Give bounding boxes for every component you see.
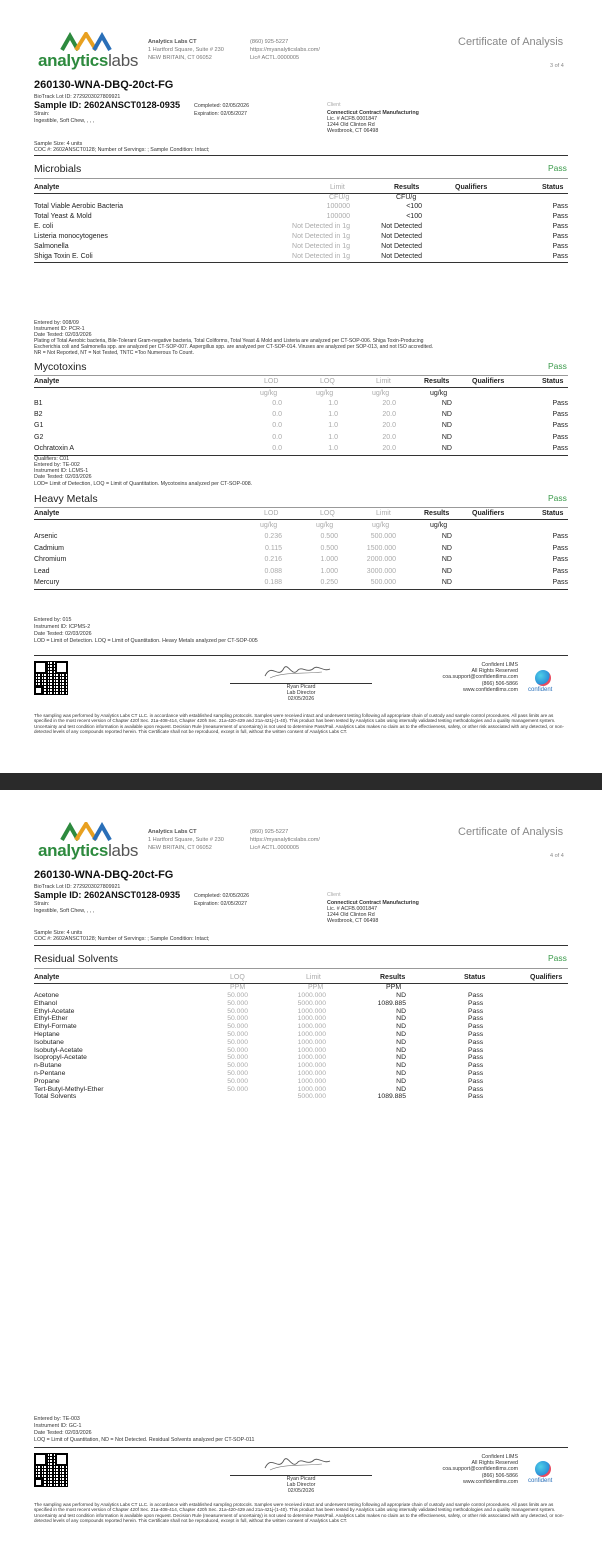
myco-row-analyte: B1 xyxy=(34,400,43,407)
hm-instrument: Instrument ID: ICPMS-2 xyxy=(34,624,91,630)
confident-wordmark: confident xyxy=(528,1478,553,1484)
microbials-title: Microbials xyxy=(34,163,82,175)
hm-row-limit: 3000.000 xyxy=(366,567,396,575)
micro-row-analyte: Total Yeast & Mold xyxy=(34,213,92,220)
solv-row-limit: 5000.000 xyxy=(297,1093,326,1101)
myco-row-lod: 0.0 xyxy=(272,422,282,430)
solv-row-result: 1089.885 xyxy=(377,999,406,1007)
signature-icon xyxy=(262,660,332,682)
page-separator xyxy=(0,773,602,790)
micro-header-limit: Limit xyxy=(330,184,345,191)
micro-row-result: Not Detected xyxy=(381,253,422,260)
hm-unit-lod: ug/kg xyxy=(260,522,278,529)
myco-row-loq: 1.0 xyxy=(328,433,338,441)
solv-row-result: ND xyxy=(396,1085,406,1093)
micro-row-status: Pass xyxy=(552,213,568,220)
solv-row-loq: 50.000 xyxy=(227,1007,248,1015)
hm-row-result: ND xyxy=(441,544,452,552)
sample-size: Sample Size: 4 units xyxy=(34,141,83,147)
hm-row-loq: 0.250 xyxy=(320,579,338,586)
solv-row-analyte: Isopropyl-Acetate xyxy=(34,1054,87,1062)
myco-row-loq: 1.0 xyxy=(328,422,338,430)
expiration-date: Expiration: 02/05/2027 xyxy=(194,111,248,117)
completed-date: Completed: 02/05/2026 xyxy=(194,103,250,109)
page-number: 3 of 4 xyxy=(550,63,564,69)
lab-address: Analytics Labs CT 1 Hartford Square, Suite # 230 NEW BRITAIN, CT 06052 xyxy=(148,829,224,852)
hm-row-loq: 0.500 xyxy=(320,533,338,540)
solv-row-limit: 1000.000 xyxy=(297,1015,326,1023)
solv-row-status: Pass xyxy=(468,1038,484,1046)
myco-row-result: ND xyxy=(441,411,452,419)
micro-row-analyte: Listeria monocytogenes xyxy=(34,233,108,240)
coa-page-3 xyxy=(0,0,602,773)
hm-row-status: Pass xyxy=(552,533,568,540)
solv-row-loq: 50.000 xyxy=(227,1015,248,1023)
hm-unit-loq: ug/kg xyxy=(316,522,334,529)
micro-header-analyte: Analyte xyxy=(34,184,60,191)
micro-row-limit: Not Detected in 1g xyxy=(292,253,350,260)
solv-row-status: Pass xyxy=(468,1062,484,1070)
solv-row-loq: 50.000 xyxy=(227,1023,248,1031)
micro-row-status: Pass xyxy=(552,223,568,230)
lims-info: Confident LIMS All Rights Reserved coa.support@confidentlims.com (866) 506-5866 www.confidentlims.com xyxy=(442,1454,518,1485)
micro-row-result: Not Detected xyxy=(381,223,422,230)
hm-row-analyte: Lead xyxy=(34,567,50,575)
strain: Strain: xyxy=(34,111,50,117)
sample-id: Sample ID: 2602ANSCT0128-0935 xyxy=(34,890,181,900)
micro-date-tested: Date Tested: 02/03/2026 xyxy=(34,332,92,338)
page-number: 4 of 4 xyxy=(550,853,564,859)
legal-disclaimer: The sampling was performed by Analytics Labs CT LLC. in accordance with established sampling protocols. Samples were received intact and underwent testing following all appropriate chain of custody and sample control procedures. All pass limits are as specified in the most recent version of Chapter 420f Sec. 21a-408-414, Chapter 420h Sec. 21a-420-429 and 21a-421j-(1-40). This product has been tested by Analytics Labs using internally validated testing methodologies and a quality management system. Uncertainty and test condition information is available upon request. Decision Rule (measurement of uncertainty) is not used to determine Pass/Fail. Analytics Labs makes no claim as to the effectiveness, safety, or other risk associated with any detected, or non-detected levels of any compounds reported herein. This Certificate shall not be reproduced, except in full, without the written consent of Analytics Labs CT. xyxy=(34,1502,564,1524)
biotrack-id: BioTrack Lot ID: 2729203027809921 xyxy=(34,94,121,100)
micro-row-result: <100 xyxy=(406,203,422,210)
sample-size: Sample Size: 4 units xyxy=(34,930,83,936)
analytics-labs-logo-icon xyxy=(60,822,112,842)
solv-row-status: Pass xyxy=(468,1023,484,1031)
biotrack-id: BioTrack Lot ID: 2729203027809921 xyxy=(34,884,121,890)
myco-note: LOD= Limit of Detection, LOQ = Limit of Quantitation. Mycotoxins analyzed per CT-SOP-008. xyxy=(34,481,253,487)
hm-row-limit: 1500.000 xyxy=(366,544,396,552)
hm-unit-results: ug/kg xyxy=(430,522,448,529)
micro-row-analyte: E. coli xyxy=(34,223,54,230)
solv-header-limit: Limit xyxy=(306,974,321,981)
solv-row-analyte: Total Solvents xyxy=(34,1093,77,1101)
myco-row-limit: 20.0 xyxy=(382,444,396,452)
solv-row-status: Pass xyxy=(468,1007,484,1015)
solv-row-loq: 50.000 xyxy=(227,1054,248,1062)
solv-row-analyte: Isobutyl-Acetate xyxy=(34,1046,83,1054)
hm-note: LOD = Limit of Detection. LOQ = Limit of Quantitation. Heavy Metals analyzed per CT-SOP-005 xyxy=(34,638,258,644)
myco-entered-by: Entered by: TE-002 xyxy=(34,462,80,468)
myco-unit-results: ug/kg xyxy=(430,390,448,397)
myco-header-analyte: Analyte xyxy=(34,378,60,385)
solv-row-status: Pass xyxy=(468,1077,484,1085)
qr-code-icon[interactable] xyxy=(34,1453,68,1487)
solv-row-limit: 1000.000 xyxy=(297,1062,326,1070)
hm-unit-limit: ug/kg xyxy=(372,522,390,529)
microbials-pass: Pass xyxy=(548,163,567,173)
hm-header-lod: LOD xyxy=(264,510,279,517)
lab-contact: (860) 925-5227 https://myanalyticslabs.com/ Lic# ACTL.0000005 xyxy=(250,829,320,852)
solv-row-loq: 50.000 xyxy=(227,992,248,999)
product-name: 260130-WNA-DBQ-20ct-FG xyxy=(34,79,174,91)
hm-row-limit: 500.000 xyxy=(370,533,396,540)
logo-wordmark: analyticslabs xyxy=(38,51,139,70)
solv-row-analyte: Propane xyxy=(34,1077,60,1085)
solv-row-status: Pass xyxy=(468,992,484,999)
hm-row-analyte: Chromium xyxy=(34,556,67,563)
heavy-metals-pass: Pass xyxy=(548,493,567,503)
solv-header-results: Results xyxy=(380,974,406,981)
solv-row-status: Pass xyxy=(468,1046,484,1054)
solv-row-loq: 50.000 xyxy=(227,1085,248,1093)
solv-row-analyte: Ethyl-Ether xyxy=(34,1015,68,1023)
micro-row-result: Not Detected xyxy=(381,243,422,250)
confident-wordmark: confident xyxy=(528,687,553,693)
hm-row-result: ND xyxy=(441,579,452,586)
heavy-metals-title: Heavy Metals xyxy=(34,493,98,505)
myco-row-status: Pass xyxy=(552,433,568,441)
micro-unit-limit: CFU/g xyxy=(329,194,350,201)
coa-title: Certificate of Analysis xyxy=(458,826,564,838)
solv-row-status: Pass xyxy=(468,1070,484,1077)
micro-row-limit: 100000 xyxy=(326,213,350,220)
signer-block: Ryan Picard Lab Director 02/05/2026 xyxy=(286,1476,316,1495)
solv-row-status: Pass xyxy=(468,1093,484,1101)
myco-header-loq: LOQ xyxy=(320,378,335,385)
hm-row-status: Pass xyxy=(552,579,568,586)
hm-row-result: ND xyxy=(441,567,452,575)
client-info: Connecticut Contract Manufacturing Lic. # ACFB.0001847 1244 Old Clinton Rd Westbrook, CT 06498 xyxy=(327,110,419,134)
hm-header-status: Status xyxy=(542,510,564,517)
myco-row-status: Pass xyxy=(552,400,568,407)
hm-header-limit: Limit xyxy=(376,510,391,517)
solv-row-analyte: n-Butane xyxy=(34,1062,62,1070)
hm-row-analyte: Mercury xyxy=(34,579,60,586)
micro-row-analyte: Salmonella xyxy=(34,243,69,250)
micro-unit-results: CFU/g xyxy=(396,194,417,201)
client-label: Client xyxy=(327,892,341,898)
hm-row-limit: 500.000 xyxy=(370,579,396,586)
solv-row-loq: 50.000 xyxy=(227,999,248,1007)
solv-row-result: ND xyxy=(396,1054,406,1062)
micro-instrument: Instrument ID: PCR-1 xyxy=(34,326,85,332)
solv-row-result: ND xyxy=(396,1031,406,1038)
solv-row-result: ND xyxy=(396,1007,406,1015)
hm-row-lod: 0.236 xyxy=(264,533,282,540)
myco-row-lod: 0.0 xyxy=(272,444,282,452)
hm-row-analyte: Cadmium xyxy=(34,544,64,552)
myco-row-lod: 0.0 xyxy=(272,411,282,419)
myco-row-result: ND xyxy=(441,433,452,441)
solv-row-analyte: n-Pentane xyxy=(34,1070,66,1077)
solv-row-analyte: Isobutane xyxy=(34,1038,64,1046)
hm-row-lod: 0.216 xyxy=(264,556,282,563)
micro-row-analyte: Shiga Toxin E. Coli xyxy=(34,253,93,260)
solv-row-limit: 1000.000 xyxy=(297,1046,326,1054)
hm-row-analyte: Arsenic xyxy=(34,533,58,540)
solv-row-limit: 1000.000 xyxy=(297,1007,326,1015)
solv-entered-by: Entered by: TE-003 xyxy=(34,1416,80,1422)
micro-row-status: Pass xyxy=(552,233,568,240)
solv-row-result: ND xyxy=(396,1046,406,1054)
hm-entered-by: Entered by: 015 xyxy=(34,617,72,623)
solv-row-limit: 1000.000 xyxy=(297,1023,326,1031)
myco-unit-loq: ug/kg xyxy=(316,390,334,397)
solv-row-status: Pass xyxy=(468,1054,484,1062)
micro-row-analyte: Total Viable Aerobic Bacteria xyxy=(34,203,123,210)
micro-header-results: Results xyxy=(394,184,420,191)
sample-id: Sample ID: 2602ANSCT0128-0935 xyxy=(34,100,181,110)
product-name: 260130-WNA-DBQ-20ct-FG xyxy=(34,869,174,881)
solv-header-loq: LOQ xyxy=(230,974,245,981)
micro-row-limit: 100000 xyxy=(326,203,350,210)
myco-header-results: Results xyxy=(424,378,450,385)
myco-row-lod: 0.0 xyxy=(272,400,282,407)
hm-row-result: ND xyxy=(441,556,452,563)
micro-row-result: Not Detected xyxy=(381,233,422,240)
coa-title: Certificate of Analysis xyxy=(458,36,564,48)
hm-row-loq: 0.500 xyxy=(320,544,338,552)
signer-block: Ryan Picard Lab Director 02/05/2026 xyxy=(286,684,316,703)
myco-row-result: ND xyxy=(441,444,452,452)
micro-header-status: Status xyxy=(542,184,564,191)
hm-row-lod: 0.115 xyxy=(265,544,282,552)
micro-row-status: Pass xyxy=(552,243,568,250)
hm-row-result: ND xyxy=(441,533,452,540)
matrix: Ingestible, Soft Chew, , , , xyxy=(34,908,95,914)
myco-row-lod: 0.0 xyxy=(272,433,282,441)
solv-row-result: ND xyxy=(396,992,406,999)
solv-row-loq: 50.000 xyxy=(227,1046,248,1054)
client-info: Connecticut Contract Manufacturing Lic. # ACFB.0001847 1244 Old Clinton Rd Westbrook, CT 06498 xyxy=(327,900,419,924)
myco-row-status: Pass xyxy=(552,422,568,430)
solv-row-loq: 50.000 xyxy=(227,1062,248,1070)
hm-row-lod: 0.088 xyxy=(264,567,282,575)
micro-entered-by: Entered by: 008/09 xyxy=(34,320,79,326)
micro-note-3: NR = Not Reported, NT = Not Tested, TNTC =Too Numerous To Count. xyxy=(34,350,195,356)
myco-row-analyte: Ochratoxin A xyxy=(34,444,75,452)
myco-row-result: ND xyxy=(441,422,452,430)
solv-row-limit: 1000.000 xyxy=(297,992,326,999)
myco-header-limit: Limit xyxy=(376,378,391,385)
micro-row-status: Pass xyxy=(552,253,568,260)
lab-address: Analytics Labs CT 1 Hartford Square, Suite # 230 NEW BRITAIN, CT 06052 xyxy=(148,39,224,62)
solv-row-loq: 50.000 xyxy=(227,1077,248,1085)
qr-code-icon[interactable] xyxy=(34,661,68,695)
coc-line: COC #: 2602ANSCT0128; Number of Servings: ; Sample Condition: Intact; xyxy=(34,936,210,942)
solv-unit-loq: PPM xyxy=(230,984,246,991)
myco-header-status: Status xyxy=(542,378,564,385)
solv-row-status: Pass xyxy=(468,1085,484,1093)
hm-row-limit: 2000.000 xyxy=(366,556,396,563)
solvents-title: Residual Solvents xyxy=(34,953,119,965)
solv-row-loq: 50.000 xyxy=(227,1070,248,1077)
solv-row-result: ND xyxy=(396,1062,406,1070)
solv-row-limit: 1000.000 xyxy=(297,1070,326,1077)
hm-row-status: Pass xyxy=(552,556,568,563)
hm-header-results: Results xyxy=(424,510,450,517)
myco-row-limit: 20.0 xyxy=(382,411,396,419)
confident-logo-icon xyxy=(535,1461,551,1477)
lab-contact: (860) 925-5227 https://myanalyticslabs.com/ Lic# ACTL.0000005 xyxy=(250,39,320,62)
hm-row-status: Pass xyxy=(552,567,568,575)
hm-header-qualifiers: Qualifiers xyxy=(472,510,505,517)
solv-row-analyte: Heptane xyxy=(34,1031,60,1038)
micro-row-result: <100 xyxy=(406,213,422,220)
myco-row-limit: 20.0 xyxy=(382,400,396,407)
solv-unit-limit: PPM xyxy=(308,984,324,991)
solv-date-tested: Date Tested: 02/03/2026 xyxy=(34,1430,92,1436)
solv-row-result: ND xyxy=(396,1070,406,1077)
solv-row-limit: 5000.000 xyxy=(297,999,326,1007)
micro-header-qualifiers: Qualifiers xyxy=(455,184,488,191)
solv-row-result: ND xyxy=(396,1038,406,1046)
solv-unit-results: PPM xyxy=(386,984,402,991)
micro-note-2: Escherichia coli and Salmonella spp. are analyzed per CT-SOP-007. Aspergillus spp. are analyzed per CT-SOP-014. Viruses are analyzed per SOP-013, and not ISO accredited. xyxy=(34,344,434,350)
solv-row-analyte: Ethanol xyxy=(34,999,58,1007)
mycotoxins-pass: Pass xyxy=(548,361,567,371)
solvents-pass: Pass xyxy=(548,953,567,963)
solv-row-loq: 50.000 xyxy=(227,1031,248,1038)
myco-row-status: Pass xyxy=(552,411,568,419)
myco-row-loq: 1.0 xyxy=(328,444,338,452)
myco-row-analyte: B2 xyxy=(34,411,43,419)
logo-wordmark: analyticslabs xyxy=(38,841,139,860)
myco-header-lod: LOD xyxy=(264,378,279,385)
myco-row-analyte: G2 xyxy=(34,433,44,441)
micro-row-limit: Not Detected in 1g xyxy=(292,243,350,250)
myco-header-qualifiers: Qualifiers xyxy=(472,378,505,385)
solv-row-status: Pass xyxy=(468,1015,484,1023)
hm-row-status: Pass xyxy=(552,544,568,552)
solv-row-limit: 1000.000 xyxy=(297,1085,326,1093)
solv-row-result: ND xyxy=(396,1077,406,1085)
coc-line: COC #: 2602ANSCT0128; Number of Servings: ; Sample Condition: Intact; xyxy=(34,147,210,153)
solv-row-limit: 1000.000 xyxy=(297,1031,326,1038)
myco-row-limit: 20.0 xyxy=(382,422,396,430)
myco-row-analyte: G1 xyxy=(34,422,44,430)
micro-note-1: Plating of Total Aerobic bacteria, Bile-Tolerant Gram-negative bacteria, Total Coliforms, Total Yeast & Mold and Listeria are analyzed per CT-SOP-006. Shiga Toxin-Producing xyxy=(34,338,424,344)
myco-unit-limit: ug/kg xyxy=(372,390,390,397)
solv-row-analyte: Acetone xyxy=(34,992,59,999)
hm-row-lod: 0.188 xyxy=(264,579,282,586)
hm-row-loq: 1.000 xyxy=(320,556,338,563)
completed-date: Completed: 02/05/2026 xyxy=(194,893,250,899)
matrix: Ingestible, Soft Chew, , , , xyxy=(34,118,95,124)
solv-row-result: 1089.885 xyxy=(377,1093,406,1101)
solv-header-analyte: Analyte xyxy=(34,974,60,981)
myco-row-loq: 1.0 xyxy=(328,400,338,407)
solv-row-limit: 1000.000 xyxy=(297,1054,326,1062)
solv-row-loq: 50.000 xyxy=(227,1038,248,1046)
solv-row-limit: 1000.000 xyxy=(297,1077,326,1085)
analytics-labs-logo-icon xyxy=(60,32,112,52)
micro-row-limit: Not Detected in 1g xyxy=(292,223,350,230)
solv-note: LOQ = Limit of Quantitation, ND = Not Detected. Residual Solvents analyzed per CT-SOP-011 xyxy=(34,1437,255,1443)
solv-row-analyte: Ethyl-Acetate xyxy=(34,1007,75,1015)
myco-row-status: Pass xyxy=(552,444,568,452)
myco-row-result: ND xyxy=(441,400,452,407)
solv-row-limit: 1000.000 xyxy=(297,1038,326,1046)
myco-unit-lod: ug/kg xyxy=(260,390,278,397)
solv-row-analyte: Ethyl-Formate xyxy=(34,1023,77,1031)
micro-row-limit: Not Detected in 1g xyxy=(292,233,350,240)
solv-row-status: Pass xyxy=(468,1031,484,1038)
myco-date-tested: Date Tested: 02/03/2026 xyxy=(34,474,92,480)
mycotoxins-title: Mycotoxins xyxy=(34,361,87,373)
solv-instrument: Instrument ID: GC-1 xyxy=(34,1423,82,1429)
expiration-date: Expiration: 02/05/2027 xyxy=(194,901,248,907)
hm-row-loq: 1.000 xyxy=(320,567,338,575)
micro-row-status: Pass xyxy=(552,203,568,210)
strain: Strain: xyxy=(34,901,50,907)
hm-date-tested: Date Tested: 02/03/2026 xyxy=(34,631,92,637)
myco-qualifiers: Qualifiers: C01 xyxy=(34,456,70,462)
solv-row-result: ND xyxy=(396,1023,406,1031)
myco-instrument: Instrument ID: LCMS-1 xyxy=(34,468,89,474)
legal-disclaimer: The sampling was performed by Analytics Labs CT LLC. in accordance with established sampling protocols. Samples were received intact and underwent testing following all appropriate chain of custody and sample control procedures. All pass limits are as specified in the most recent version of Chapter 420f Sec. 21a-408-414, Chapter 420h Sec. 21a-420-429 and 21a-421j-(1-40). This product has been tested by Analytics Labs using internally validated testing methodologies and a quality management system. Uncertainty and test condition information is available upon request. Decision Rule (measurement of uncertainty) is not used to determine Pass/Fail. Analytics Labs makes no claim as to the effectiveness, safety, or other risk associated with any detected, or non-detected levels of any compounds reported herein. This Certificate shall not be reproduced, except in full, without the written consent of Analytics Labs CT. xyxy=(34,713,564,735)
client-label: Client xyxy=(327,102,341,108)
hm-header-loq: LOQ xyxy=(320,510,335,517)
solv-row-analyte: Tert-Butyl-Methyl-Ether xyxy=(34,1085,104,1093)
solv-header-qualifiers: Qualifiers xyxy=(530,974,563,981)
coa-page-4 xyxy=(0,790,602,1566)
solv-header-status: Status xyxy=(464,974,486,981)
lims-info: Confident LIMS All Rights Reserved coa.support@confidentlims.com (866) 506-5866 www.confidentlims.com xyxy=(442,662,518,693)
confident-logo-icon xyxy=(535,670,551,686)
signature-icon xyxy=(262,1452,332,1474)
solv-row-result: ND xyxy=(396,1015,406,1023)
myco-row-limit: 20.0 xyxy=(382,433,396,441)
solv-row-status: Pass xyxy=(468,999,484,1007)
myco-row-loq: 1.0 xyxy=(328,411,338,419)
hm-header-analyte: Analyte xyxy=(34,510,60,517)
